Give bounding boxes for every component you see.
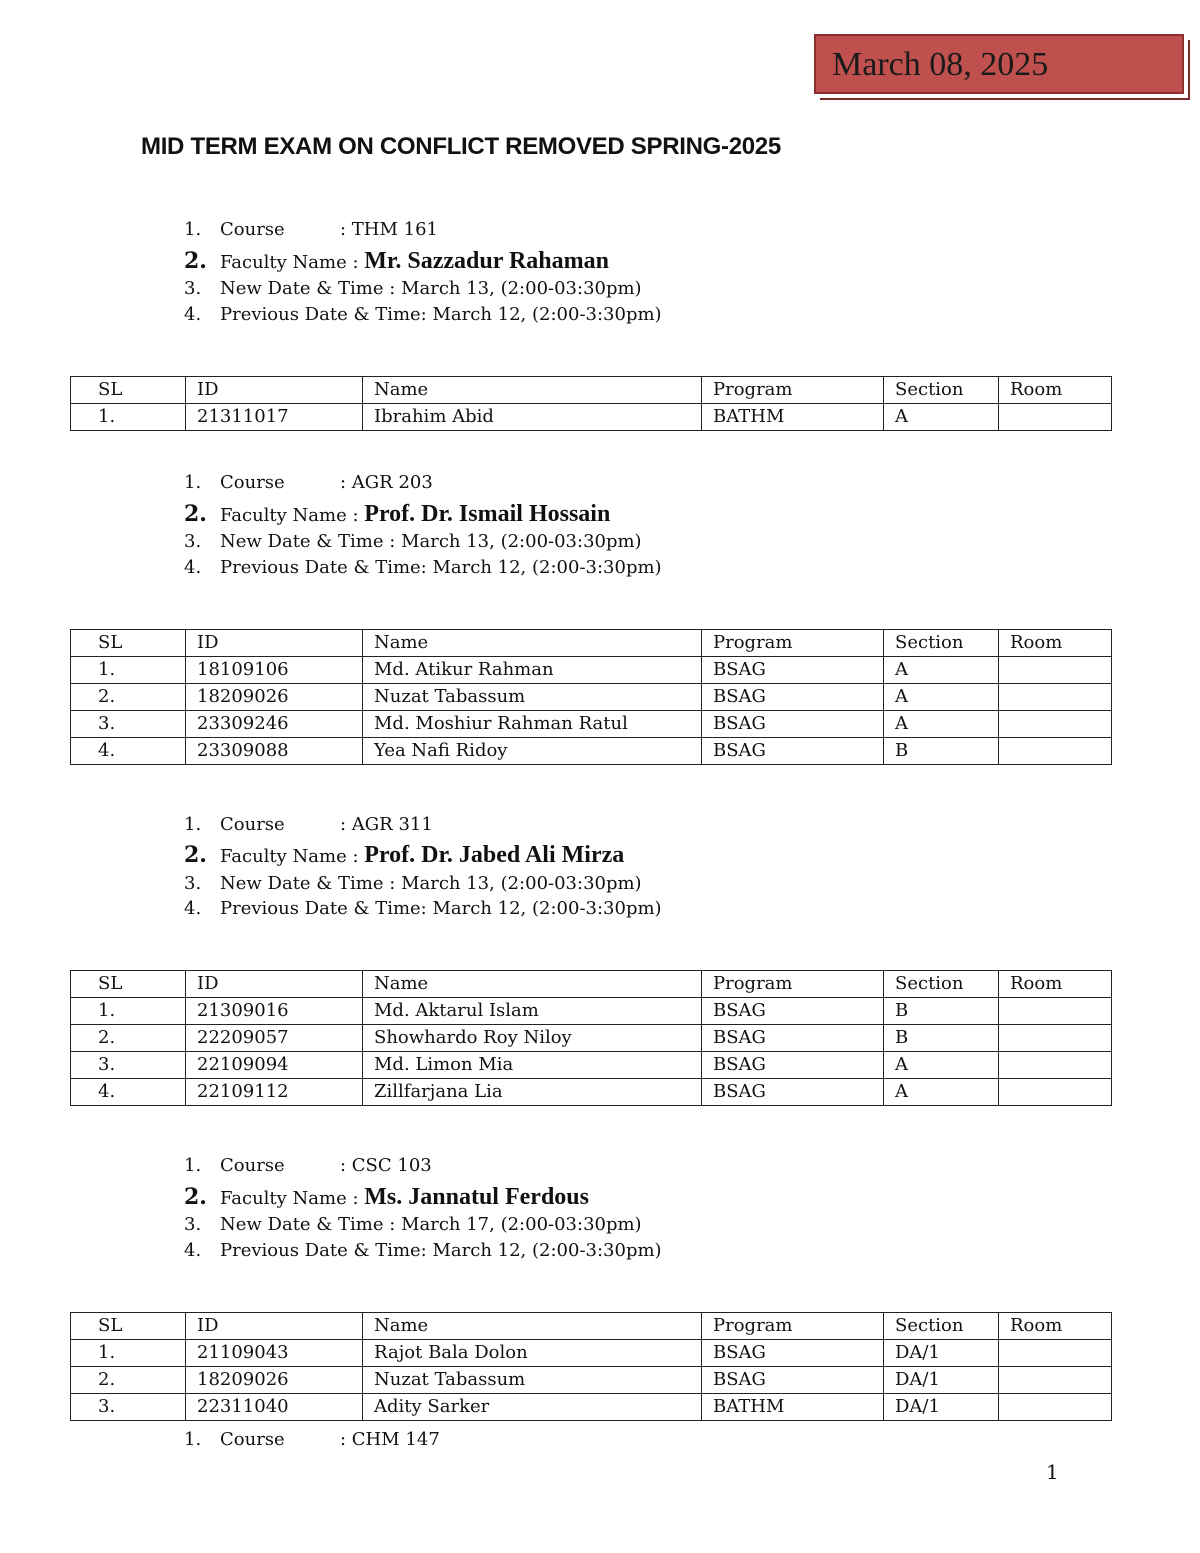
cell-name: Showhardo Roy Niloy — [363, 1025, 702, 1052]
faculty-line — [184, 248, 609, 275]
faculty-label: Faculty Name : — [220, 505, 359, 526]
student-table — [70, 1312, 1112, 1421]
cell-section: A — [884, 711, 999, 738]
faculty-label: Faculty Name : — [220, 1188, 359, 1209]
cell-id: 21311017 — [186, 404, 363, 431]
cell-sl: 1. — [71, 404, 186, 431]
cell-name: Nuzat Tabassum — [363, 1367, 702, 1394]
new-date-line — [184, 873, 642, 894]
cell-sl: 3. — [71, 1052, 186, 1079]
course-label: Course — [220, 1155, 285, 1176]
cell-room — [999, 1079, 1112, 1106]
faculty-line — [184, 842, 624, 869]
date-badge: March 08, 2025 — [814, 34, 1184, 94]
list-number: 4. — [184, 304, 202, 325]
cell-program: BSAG — [702, 998, 884, 1025]
cell-program: BATHM — [702, 1394, 884, 1421]
cell-sl: 3. — [71, 1394, 186, 1421]
cell-name: Adity Sarker — [363, 1394, 702, 1421]
list-number: 1. — [184, 1155, 202, 1176]
course-code: : CHM 147 — [340, 1429, 440, 1450]
cell-name: Yea Nafi Ridoy — [363, 738, 702, 765]
cell-section: DA/1 — [884, 1394, 999, 1421]
cell-section: A — [884, 1079, 999, 1106]
course-label: Course — [220, 1429, 285, 1450]
header-name: Name — [363, 1313, 702, 1340]
cell-program: BSAG — [702, 1079, 884, 1106]
student-table — [70, 629, 1112, 765]
cell-room — [999, 684, 1112, 711]
cell-program: BSAG — [702, 657, 884, 684]
cell-program: BSAG — [702, 1052, 884, 1079]
cell-program: BSAG — [702, 738, 884, 765]
cell-name: Md. Atikur Rahman — [363, 657, 702, 684]
new-date-label: New Date & Time : — [220, 531, 396, 552]
header-id: ID — [186, 1313, 363, 1340]
cell-sl: 2. — [71, 1025, 186, 1052]
new-date-label: New Date & Time : — [220, 873, 396, 894]
cell-room — [999, 711, 1112, 738]
faculty-label: Faculty Name : — [220, 846, 359, 867]
table-row — [71, 684, 1112, 711]
table-row — [71, 1025, 1112, 1052]
cell-section: DA/1 — [884, 1340, 999, 1367]
cell-room — [999, 1394, 1112, 1421]
course-line — [184, 1155, 432, 1176]
table-row — [71, 1052, 1112, 1079]
header-program: Program — [702, 630, 884, 657]
new-date-label: New Date & Time : — [220, 1214, 396, 1235]
faculty-name: Prof. Dr. Ismail Hossain — [364, 501, 611, 527]
header-program: Program — [702, 1313, 884, 1340]
course-label: Course — [220, 472, 285, 493]
table-row — [71, 404, 1112, 431]
cell-name: Nuzat Tabassum — [363, 684, 702, 711]
list-number: 4. — [184, 557, 202, 578]
table-header-row — [71, 971, 1112, 998]
prev-date-line — [184, 557, 662, 578]
cell-id: 18109106 — [186, 657, 363, 684]
prev-date-label: Previous Date & Time: — [220, 1240, 427, 1261]
student-table — [70, 376, 1112, 431]
header-sl: SL — [71, 377, 186, 404]
cell-section: B — [884, 1025, 999, 1052]
cell-sl: 4. — [71, 738, 186, 765]
list-number: 3. — [184, 1214, 202, 1235]
cell-id: 21309016 — [186, 998, 363, 1025]
cell-section: A — [884, 1052, 999, 1079]
header-program: Program — [702, 377, 884, 404]
prev-date-line — [184, 898, 662, 919]
header-name: Name — [363, 630, 702, 657]
course-code: : AGR 203 — [340, 472, 433, 493]
table-row — [71, 738, 1112, 765]
cell-room — [999, 738, 1112, 765]
cell-name: Ibrahim Abid — [363, 404, 702, 431]
table-row — [71, 998, 1112, 1025]
header-section: Section — [884, 971, 999, 998]
prev-date-line — [184, 1240, 662, 1261]
faculty-name: Ms. Jannatul Ferdous — [364, 1184, 589, 1210]
course-line — [184, 1429, 440, 1450]
course-line — [184, 219, 438, 240]
cell-id: 23309246 — [186, 711, 363, 738]
cell-program: BATHM — [702, 404, 884, 431]
header-room: Room — [999, 1313, 1112, 1340]
list-number: 2. — [184, 842, 207, 868]
prev-date-value: March 12, (2:00-3:30pm) — [432, 898, 662, 919]
header-section: Section — [884, 377, 999, 404]
cell-room — [999, 1367, 1112, 1394]
header-id: ID — [186, 630, 363, 657]
list-number: 3. — [184, 531, 202, 552]
header-section: Section — [884, 1313, 999, 1340]
faculty-line — [184, 1184, 589, 1211]
cell-id: 18209026 — [186, 684, 363, 711]
cell-name: Md. Aktarul Islam — [363, 998, 702, 1025]
table-row — [71, 1394, 1112, 1421]
course-label: Course — [220, 219, 285, 240]
prev-date-label: Previous Date & Time: — [220, 557, 427, 578]
cell-name: Md. Moshiur Rahman Ratul — [363, 711, 702, 738]
cell-sl: 2. — [71, 684, 186, 711]
cell-id: 18209026 — [186, 1367, 363, 1394]
table-row — [71, 1367, 1112, 1394]
cell-sl: 1. — [71, 657, 186, 684]
cell-section: A — [884, 684, 999, 711]
table-header-row — [71, 630, 1112, 657]
cell-room — [999, 404, 1112, 431]
table-row — [71, 1340, 1112, 1367]
page-number: 1 — [1046, 1460, 1059, 1484]
cell-section: A — [884, 657, 999, 684]
prev-date-value: March 12, (2:00-3:30pm) — [432, 304, 662, 325]
cell-program: BSAG — [702, 711, 884, 738]
cell-name: Rajot Bala Dolon — [363, 1340, 702, 1367]
header-sl: SL — [71, 971, 186, 998]
cell-id: 22109094 — [186, 1052, 363, 1079]
list-number: 1. — [184, 814, 202, 835]
course-label: Course — [220, 814, 285, 835]
list-number: 2. — [184, 1184, 207, 1210]
cell-room — [999, 1025, 1112, 1052]
faculty-name: Mr. Sazzadur Rahaman — [364, 248, 609, 274]
cell-program: BSAG — [702, 1340, 884, 1367]
new-date-line — [184, 278, 642, 299]
cell-id: 21109043 — [186, 1340, 363, 1367]
cell-id: 22209057 — [186, 1025, 363, 1052]
cell-sl: 3. — [71, 711, 186, 738]
list-number: 3. — [184, 873, 202, 894]
cell-section: DA/1 — [884, 1367, 999, 1394]
cell-program: BSAG — [702, 1367, 884, 1394]
cell-program: BSAG — [702, 684, 884, 711]
list-number: 2. — [184, 248, 207, 274]
new-date-line — [184, 531, 642, 552]
cell-sl: 4. — [71, 1079, 186, 1106]
prev-date-line — [184, 304, 662, 325]
header-id: ID — [186, 377, 363, 404]
page-title: MID TERM EXAM ON CONFLICT REMOVED SPRING-2025 — [141, 133, 781, 160]
header-id: ID — [186, 971, 363, 998]
course-code: : THM 161 — [340, 219, 438, 240]
cell-section: A — [884, 404, 999, 431]
cell-id: 22311040 — [186, 1394, 363, 1421]
cell-id: 22109112 — [186, 1079, 363, 1106]
new-date-label: New Date & Time : — [220, 278, 396, 299]
cell-room — [999, 1340, 1112, 1367]
list-number: 1. — [184, 472, 202, 493]
cell-room — [999, 1052, 1112, 1079]
new-date-value: March 13, (2:00-03:30pm) — [401, 873, 642, 894]
header-name: Name — [363, 377, 702, 404]
header-room: Room — [999, 630, 1112, 657]
prev-date-value: March 12, (2:00-3:30pm) — [432, 557, 662, 578]
cell-program: BSAG — [702, 1025, 884, 1052]
cell-sl: 1. — [71, 1340, 186, 1367]
header-sl: SL — [71, 630, 186, 657]
cell-room — [999, 657, 1112, 684]
prev-date-label: Previous Date & Time: — [220, 304, 427, 325]
cell-section: B — [884, 738, 999, 765]
cell-section: B — [884, 998, 999, 1025]
prev-date-label: Previous Date & Time: — [220, 898, 427, 919]
header-sl: SL — [71, 1313, 186, 1340]
student-table — [70, 970, 1112, 1106]
faculty-line — [184, 501, 610, 528]
header-program: Program — [702, 971, 884, 998]
cell-sl: 1. — [71, 998, 186, 1025]
cell-id: 23309088 — [186, 738, 363, 765]
new-date-value: March 13, (2:00-03:30pm) — [401, 531, 642, 552]
table-row — [71, 657, 1112, 684]
cell-name: Md. Limon Mia — [363, 1052, 702, 1079]
header-section: Section — [884, 630, 999, 657]
list-number: 4. — [184, 898, 202, 919]
cell-room — [999, 998, 1112, 1025]
list-number: 2. — [184, 501, 207, 527]
new-date-value: March 17, (2:00-03:30pm) — [401, 1214, 642, 1235]
course-line — [184, 472, 433, 493]
list-number: 4. — [184, 1240, 202, 1261]
header-room: Room — [999, 971, 1112, 998]
table-row — [71, 711, 1112, 738]
course-code: : CSC 103 — [340, 1155, 432, 1176]
course-line — [184, 814, 433, 835]
cell-name: Zillfarjana Lia — [363, 1079, 702, 1106]
table-row — [71, 1079, 1112, 1106]
list-number: 3. — [184, 278, 202, 299]
header-room: Room — [999, 377, 1112, 404]
faculty-name: Prof. Dr. Jabed Ali Mirza — [364, 842, 625, 868]
prev-date-value: March 12, (2:00-3:30pm) — [432, 1240, 662, 1261]
list-number: 1. — [184, 1429, 202, 1450]
table-header-row — [71, 1313, 1112, 1340]
list-number: 1. — [184, 219, 202, 240]
course-code: : AGR 311 — [340, 814, 433, 835]
cell-sl: 2. — [71, 1367, 186, 1394]
faculty-label: Faculty Name : — [220, 252, 359, 273]
new-date-value: March 13, (2:00-03:30pm) — [401, 278, 642, 299]
new-date-line — [184, 1214, 642, 1235]
table-header-row — [71, 377, 1112, 404]
header-name: Name — [363, 971, 702, 998]
